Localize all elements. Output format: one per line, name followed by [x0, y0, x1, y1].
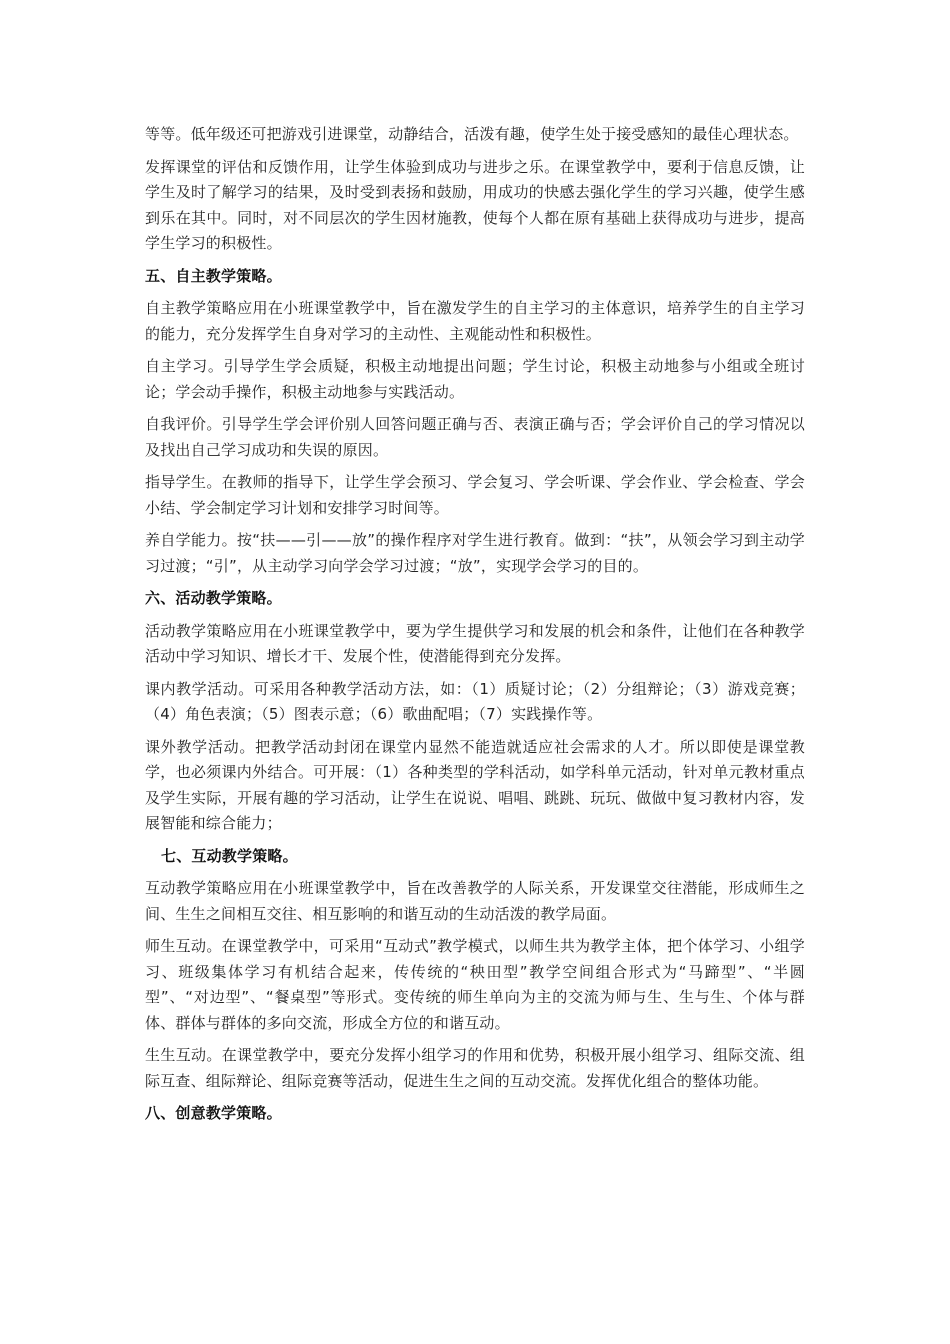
paragraph: 自主教学策略应用在小班课堂教学中，旨在激发学生的自主学习的主体意识，培养学生的自主学习的能力，充分发挥学生自身对学习的主动性、主观能动性和积极性。 — [145, 299, 805, 343]
paragraph: 课外教学活动。把教学活动封闭在课堂内显然不能造就适应社会需求的人才。所以即使是课堂教学，也必须课内外结合。可开展：（1）各种类型的学科活动，如学科单元活动，针对单元教材重点及学生实际，开展有趣的学习活动，让学生在说说、唱唱、跳跳、玩玩、做做中复习教材内容，发展智能和综合能力； — [145, 737, 805, 832]
paragraph: 师生互动。在课堂教学中，可采用“互动式”教学模式，以师生共为教学主体，把个体学习、小组学习、班级集体学习有机结合起来，传传统的“秧田型”教学空间组合形式为“马蹄型”、“半圆型”、“对边型”、“餐桌型”等形式。变传统的师生单向为主的交流为师与生、生与生、个体与群体、群体与群体的多向交流，形成全方位的和谐互动。 — [145, 937, 805, 1032]
paragraph: 自我评价。引导学生学会评价别人回答问题正确与否、表演正确与否；学会评价自己的学习情况以及找出自己学习成功和失误的原因。 — [145, 415, 805, 459]
paragraph: 养自学能力。按“扶——引——放”的操作程序对学生进行教育。做到：“扶”，从领会学习到主动学习过渡；“引”，从主动学习向学会学习过渡；“放”，实现学会学习的目的。 — [145, 531, 805, 575]
paragraph: 指导学生。在教师的指导下，让学生学会预习、学会复习、学会听课、学会作业、学会检查、学会小结、学会制定学习计划和安排学习时间等。 — [145, 473, 805, 517]
section-heading: 八、创意教学策略。 — [145, 1104, 282, 1122]
section-heading: 五、自主教学策略。 — [145, 266, 282, 285]
paragraph: 等等。低年级还可把游戏引进课堂，动静结合，活泼有趣，使学生处于接受感知的最佳心理状态。 — [145, 125, 799, 143]
paragraph: 生生互动。在课堂教学中，要充分发挥小组学习的作用和优势，积极开展小组学习、组际交流、组际互查、组际辩论、组际竞赛等活动，促进生生之间的互动交流。发挥优化组合的整体功能。 — [145, 1046, 805, 1090]
section-heading: 六、活动教学策略。 — [145, 589, 282, 607]
paragraph: 自主学习。引导学生学会质疑，积极主动地提出问题；学生讨论，积极主动地参与小组或全班讨论；学会动手操作，积极主动地参与实践活动。 — [145, 357, 805, 401]
section-heading: 七、互动教学策略。 — [161, 846, 298, 865]
document-body — [145, 122, 805, 1134]
paragraph: 课内教学活动。可采用各种教学活动方法，如：（1）质疑讨论；（2）分组辩论；（3）游戏竞赛；（4）角色表演；（5）图表示意；（6）歌曲配唱；（7）实践操作等。 — [145, 679, 805, 723]
paragraph: 互动教学策略应用在小班课堂教学中，旨在改善教学的人际关系，开发课堂交往潜能，形成师生之间、生生之间相互交往、相互影响的和谐互动的生动活泼的教学局面。 — [145, 879, 805, 923]
paragraph: 活动教学策略应用在小班课堂教学中，要为学生提供学习和发展的机会和条件，让他们在各种教学活动中学习知识、增长才干、发展个性，使潜能得到充分发挥。 — [145, 621, 805, 665]
paragraph: 发挥课堂的评估和反馈作用，让学生体验到成功与进步之乐。在课堂教学中，要利于信息反馈，让学生及时了解学习的结果，及时受到表扬和鼓励，用成功的快感去强化学生的学习兴趣，使学生感到乐在其中。同时，对不同层次的学生因材施教，使每个人都在原有基础上获得成功与进步，提高学生学习的积极性。 — [145, 157, 805, 252]
